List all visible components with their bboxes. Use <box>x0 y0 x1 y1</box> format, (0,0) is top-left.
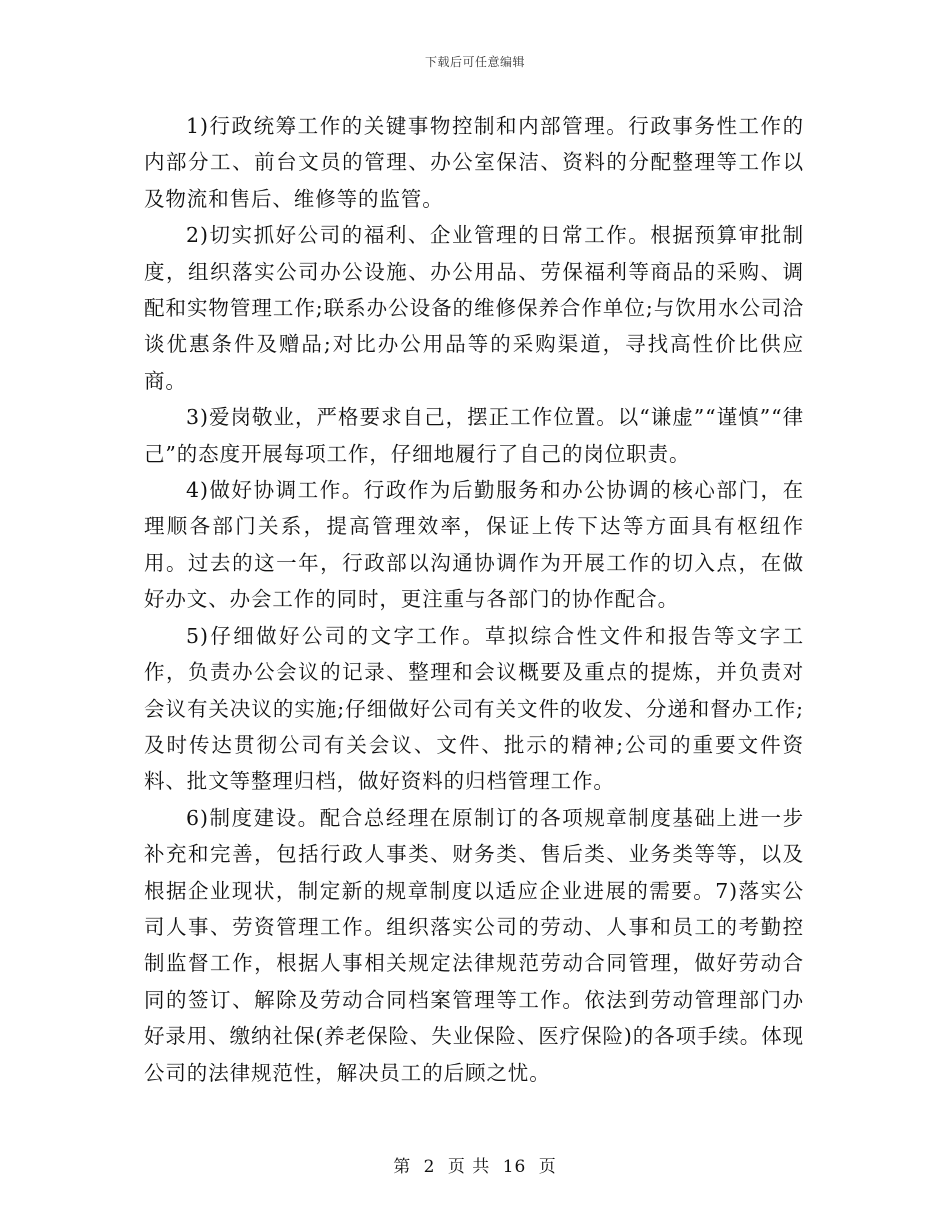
document-body <box>144 108 804 1091</box>
footer-total-pages: 16 <box>502 1157 527 1177</box>
page-header: 下载后可任意编辑 <box>424 55 525 69</box>
footer-prefix: 第 <box>393 1157 412 1177</box>
page-footer <box>0 1152 950 1177</box>
paragraph-3: 3)爱岗敬业，严格要求自己，摆正工作位置。以“谦虚”“谨慎”“律己”的态度开展每项工作，仔细地履行了自己的岗位职责。 <box>144 405 804 466</box>
footer-page-number: 2 <box>423 1157 436 1177</box>
paragraph-5: 5)仔细做好公司的文字工作。草拟综合性文件和报告等文字工作，负责办公会议的记录、整理和会议概要及重点的提炼，并负责对会议有关决议的实施;仔细做好公司有关文件的收发、分递和督办工作;及时传达贯彻公司有关会议、文件、批示的精神;公司的重要文件资料、批文等整理归档，做好资料的归档管理工作。 <box>144 623 804 794</box>
footer-middle: 页 共 <box>447 1157 491 1177</box>
paragraph-4: 4)做好协调工作。行政作为后勤服务和办公协调的核心部门，在理顺各部门关系，提高管理效率，保证上传下达等方面具有枢纽作用。过去的这一年，行政部以沟通协调作为开展工作的切入点，在做好办文、办会工作的同时，更注重与各部门的协作配合。 <box>144 478 804 612</box>
paragraph-6: 6)制度建设。配合总经理在原制订的各项规章制度基础上进一步补充和完善，包括行政人事类、财务类、售后类、业务类等等，以及根据企业现状，制定新的规章制度以适应企业进展的需要。7)落实公司人事、劳资管理工作。组织落实公司的劳动、人事和员工的考勤控制监督工作，根据人事相关规定法律规范劳动合同管理，做好劳动合同的签订、解除及劳动合同档案管理等工作。依法到劳动管理部门办好录用、缴纳社保(养老保险、失业保险、医疗保险)的各项手续。体现公司的法律规范性，解决员工的后顾之忧。 <box>144 805 804 1085</box>
paragraph-1: 1)行政统筹工作的关键事物控制和内部管理。行政事务性工作的内部分工、前台文员的管理、办公室保洁、资料的分配整理等工作以及物流和售后、维修等的监管。 <box>144 114 804 211</box>
paragraph-2: 2)切实抓好公司的福利、企业管理的日常工作。根据预算审批制度，组织落实公司办公设施、办公用品、劳保福利等商品的采购、调配和实物管理工作;联系办公设备的维修保养合作单位;与饮用水公司洽谈优惠条件及赠品;对比办公用品等的采购渠道，寻找高性价比供应商。 <box>144 223 804 393</box>
footer-suffix: 页 <box>538 1157 557 1177</box>
